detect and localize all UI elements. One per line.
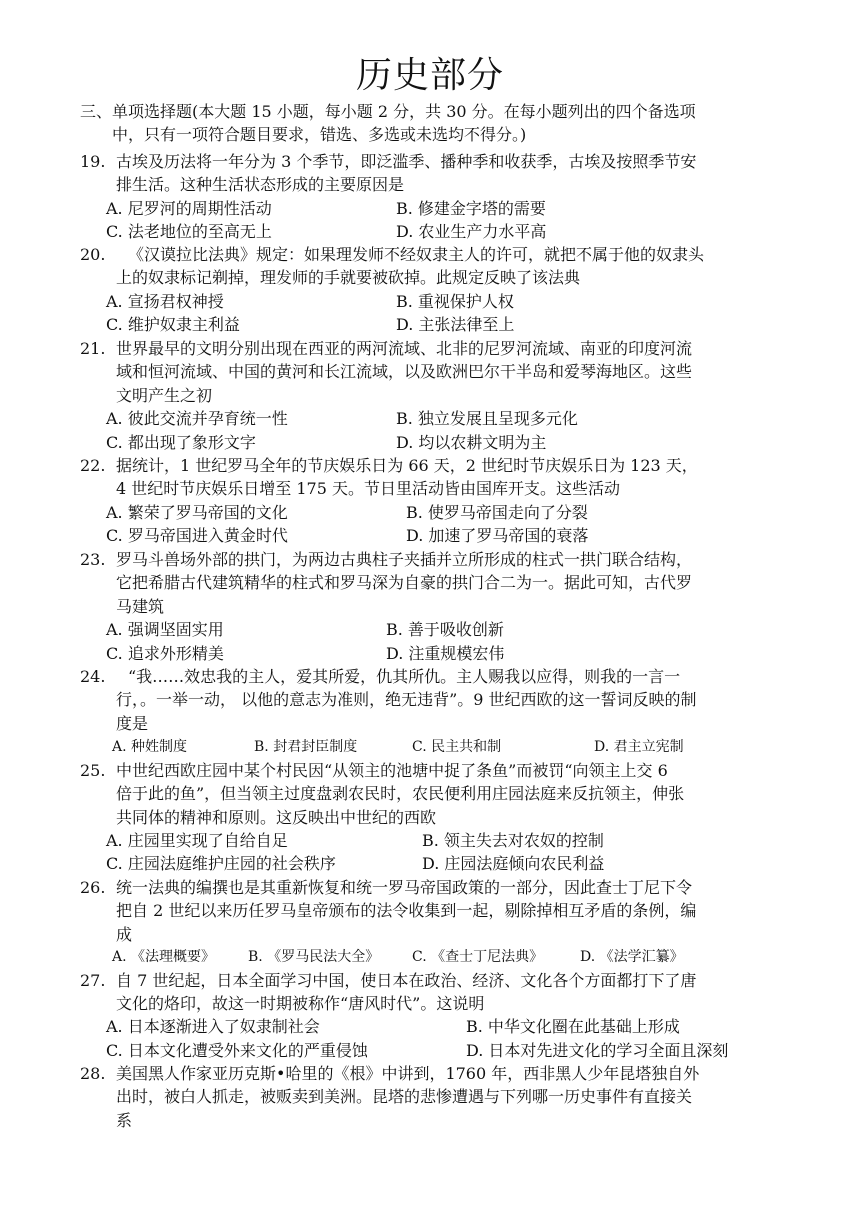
- option-b[interactable]: B. 《罗马民法大全》: [248, 949, 380, 965]
- option-c[interactable]: C. 《查士丁尼法典》: [412, 949, 544, 965]
- question-22: [80, 454, 784, 501]
- question-text: [116, 454, 784, 501]
- question-24: [80, 665, 784, 735]
- question-line: 文明产生之初: [116, 385, 213, 405]
- question-number: 25.: [80, 761, 106, 780]
- question-text: [116, 548, 784, 618]
- question-line: 出时，被白人抓走，被贩卖到美洲。昆塔的悲惨遭遇与下列哪一历史事件有直接关: [116, 1087, 693, 1107]
- option-b[interactable]: B. 使罗马帝国走向了分裂: [406, 503, 588, 522]
- question-number: 20.: [80, 245, 106, 264]
- question-text: [116, 876, 784, 946]
- option-c[interactable]: C. 追求外形精美: [106, 644, 224, 663]
- question-text: [116, 1062, 784, 1132]
- question-line: 古埃及历法将一年分为 3 个季节，即泛滥季、播种季和收获季，古埃及按照季节安: [116, 152, 697, 171]
- question-line: 共同体的精神和原则。这反映出中世纪的西欧: [116, 807, 437, 827]
- option-d[interactable]: D. 《法学汇纂》: [580, 949, 684, 965]
- option-a[interactable]: A. 尼罗河的周期性活动: [106, 199, 272, 218]
- question-line: 域和恒河流域、中国的黄河和长江流域，以及欧洲巴尔干半岛和爱琴海地区。这些: [116, 362, 693, 382]
- question-line: 4 世纪时节庆娱乐日增至 175 天。节日里活动皆由国库开支。这些活动: [116, 479, 620, 499]
- question-number: 22.: [80, 456, 106, 475]
- question-line: 自 7 世纪起，日本全面学习中国，使日本在政治、经济、文化各个方面都打下了唐: [116, 971, 697, 990]
- option-a[interactable]: A. 庄园里实现了自给自足: [106, 831, 288, 850]
- section-instructions: [80, 100, 784, 147]
- option-a[interactable]: A. 繁荣了罗马帝国的文化: [106, 503, 288, 522]
- option-c[interactable]: C. 维护奴隶主利益: [106, 315, 240, 334]
- question-number: 21.: [80, 339, 106, 358]
- question-26: [80, 876, 784, 946]
- option-d[interactable]: D. 均以农耕文明为主: [396, 433, 547, 452]
- question-28: [80, 1062, 784, 1132]
- question-19: [80, 150, 784, 197]
- question-line: 罗马斗兽场外部的拱门，为两边古典柱子夹插并立所形成的柱式一拱门联合结构，: [116, 550, 693, 569]
- question-line: 行，。一举一动， 以他的意志为准则，绝无违背”。9 世纪西欧的这一誓词反映的制: [116, 690, 697, 710]
- question-27: [80, 969, 784, 1016]
- question-text: [116, 969, 784, 1016]
- option-c[interactable]: C. 庄园法庭维护庄园的社会秩序: [106, 854, 336, 873]
- question-20: [80, 243, 784, 290]
- question-line: 据统计，1 世纪罗马全年的节庆娱乐日为 66 天，2 世纪时节庆娱乐日为 123 天，: [116, 456, 698, 475]
- question-number: 23.: [80, 550, 106, 569]
- section-line: 中，只有一项符合题目要求，错选、多选或未选均不得分。): [112, 125, 527, 145]
- question-21: [80, 337, 784, 407]
- question-line: 把自 2 世纪以来历任罗马皇帝颁布的法令收集到一起，剔除掉相互矛盾的条例，编: [116, 901, 697, 921]
- page-title: 历史部分: [355, 55, 504, 96]
- question-line: 统一法典的编撰也是其重新恢复和统一罗马帝国政策的一部分，因此查士丁尼下令: [116, 878, 693, 897]
- option-a[interactable]: A. 日本逐渐进入了奴隶制社会: [106, 1017, 320, 1036]
- option-a[interactable]: A. 强调坚固实用: [106, 620, 224, 639]
- option-b[interactable]: B. 领主失去对农奴的控制: [422, 831, 604, 850]
- option-d[interactable]: D. 君主立宪制: [594, 739, 684, 755]
- question-line: 系: [116, 1110, 133, 1130]
- question-line: 世界最早的文明分别出现在西亚的两河流域、北非的尼罗河流域、南亚的印度河流: [116, 339, 693, 358]
- option-a[interactable]: A. 种姓制度: [112, 739, 188, 755]
- option-a[interactable]: A. 《法理概要》: [112, 949, 216, 965]
- question-number: 26.: [80, 878, 106, 897]
- question-line: 文化的烙印，故这一时期被称作“唐风时代”。这说明: [116, 994, 485, 1014]
- section-line: 三、单项选择题(本大题 15 小题，每小题 2 分，共 30 分。在每小题列出的四个备选项: [80, 102, 696, 121]
- question-text: [116, 243, 784, 290]
- question-text: [116, 759, 784, 829]
- question-number: 19.: [80, 152, 106, 171]
- question-23: [80, 548, 784, 618]
- question-25: [80, 759, 784, 829]
- question-number: 24.: [80, 667, 106, 686]
- option-b[interactable]: B. 修建金字塔的需要: [396, 199, 546, 218]
- question-text: [116, 150, 784, 197]
- option-d[interactable]: D. 主张法律至上: [396, 315, 515, 334]
- option-c[interactable]: C. 罗马帝国进入黄金时代: [106, 526, 288, 545]
- option-c[interactable]: C. 都出现了象形文字: [106, 433, 256, 452]
- option-b[interactable]: B. 重视保护人权: [396, 292, 514, 311]
- option-d[interactable]: D. 庄园法庭倾向农民利益: [422, 854, 605, 873]
- question-number: 28.: [80, 1064, 106, 1083]
- question-line: “我……效忠我的主人，爱其所爱，仇其所仇。主人赐我以应得，则我的一言一: [128, 667, 681, 686]
- question-text: [116, 337, 784, 407]
- option-a[interactable]: A. 宣扬君权神授: [106, 292, 224, 311]
- option-c[interactable]: C. 法老地位的至高无上: [106, 222, 272, 241]
- option-d[interactable]: D. 农业生产力水平高: [396, 222, 547, 241]
- option-b[interactable]: B. 封君封臣制度: [254, 739, 358, 755]
- option-a[interactable]: A. 彼此交流并孕育统一性: [106, 409, 288, 428]
- question-text: [116, 665, 784, 735]
- option-b[interactable]: B. 中华文化圈在此基础上形成: [466, 1017, 680, 1036]
- question-line: 马建筑: [116, 596, 165, 616]
- question-line: 它把希腊古代建筑精华的柱式和罗马深为自豪的拱门合二为一。据此可知，古代罗: [116, 573, 693, 593]
- option-b[interactable]: B. 善于吸收创新: [386, 620, 504, 639]
- question-number: 27.: [80, 971, 106, 990]
- question-line: 倍于此的鱼”，但当领主过度盘剥农民时，农民便利用庄园法庭来反抗领主，伸张: [116, 784, 685, 804]
- option-d[interactable]: D. 注重规模宏伟: [386, 644, 505, 663]
- option-b[interactable]: B. 独立发展且呈现多元化: [396, 409, 578, 428]
- question-line: 排生活。这种生活状态形成的主要原因是: [116, 175, 405, 195]
- question-line: 上的奴隶标记剃掉，理发师的手就要被砍掉。此规定反映了该法典: [116, 268, 581, 288]
- option-c[interactable]: C. 日本文化遭受外来文化的严重侵蚀: [106, 1041, 368, 1060]
- question-line: 《汉谟拉比法典》规定：如果理发师不经奴隶主人的许可，就把不属于他的奴隶头: [128, 245, 705, 264]
- option-d[interactable]: D. 加速了罗马帝国的衰落: [406, 526, 589, 545]
- question-line: 度是: [116, 713, 149, 733]
- option-c[interactable]: C. 民主共和制: [412, 739, 502, 755]
- question-line: 美国黑人作家亚历克斯•哈里的《根》中讲到，1760 年，西非黑人少年昆塔独自外: [116, 1064, 700, 1083]
- question-line: 中世纪西欧庄园中某个村民因“从领主的池塘中捉了条鱼”而被罚“向领主上交 6: [116, 761, 668, 780]
- option-d[interactable]: D. 日本对先进文化的学习全面且深刻: [466, 1041, 729, 1060]
- question-line: 成: [116, 924, 133, 944]
